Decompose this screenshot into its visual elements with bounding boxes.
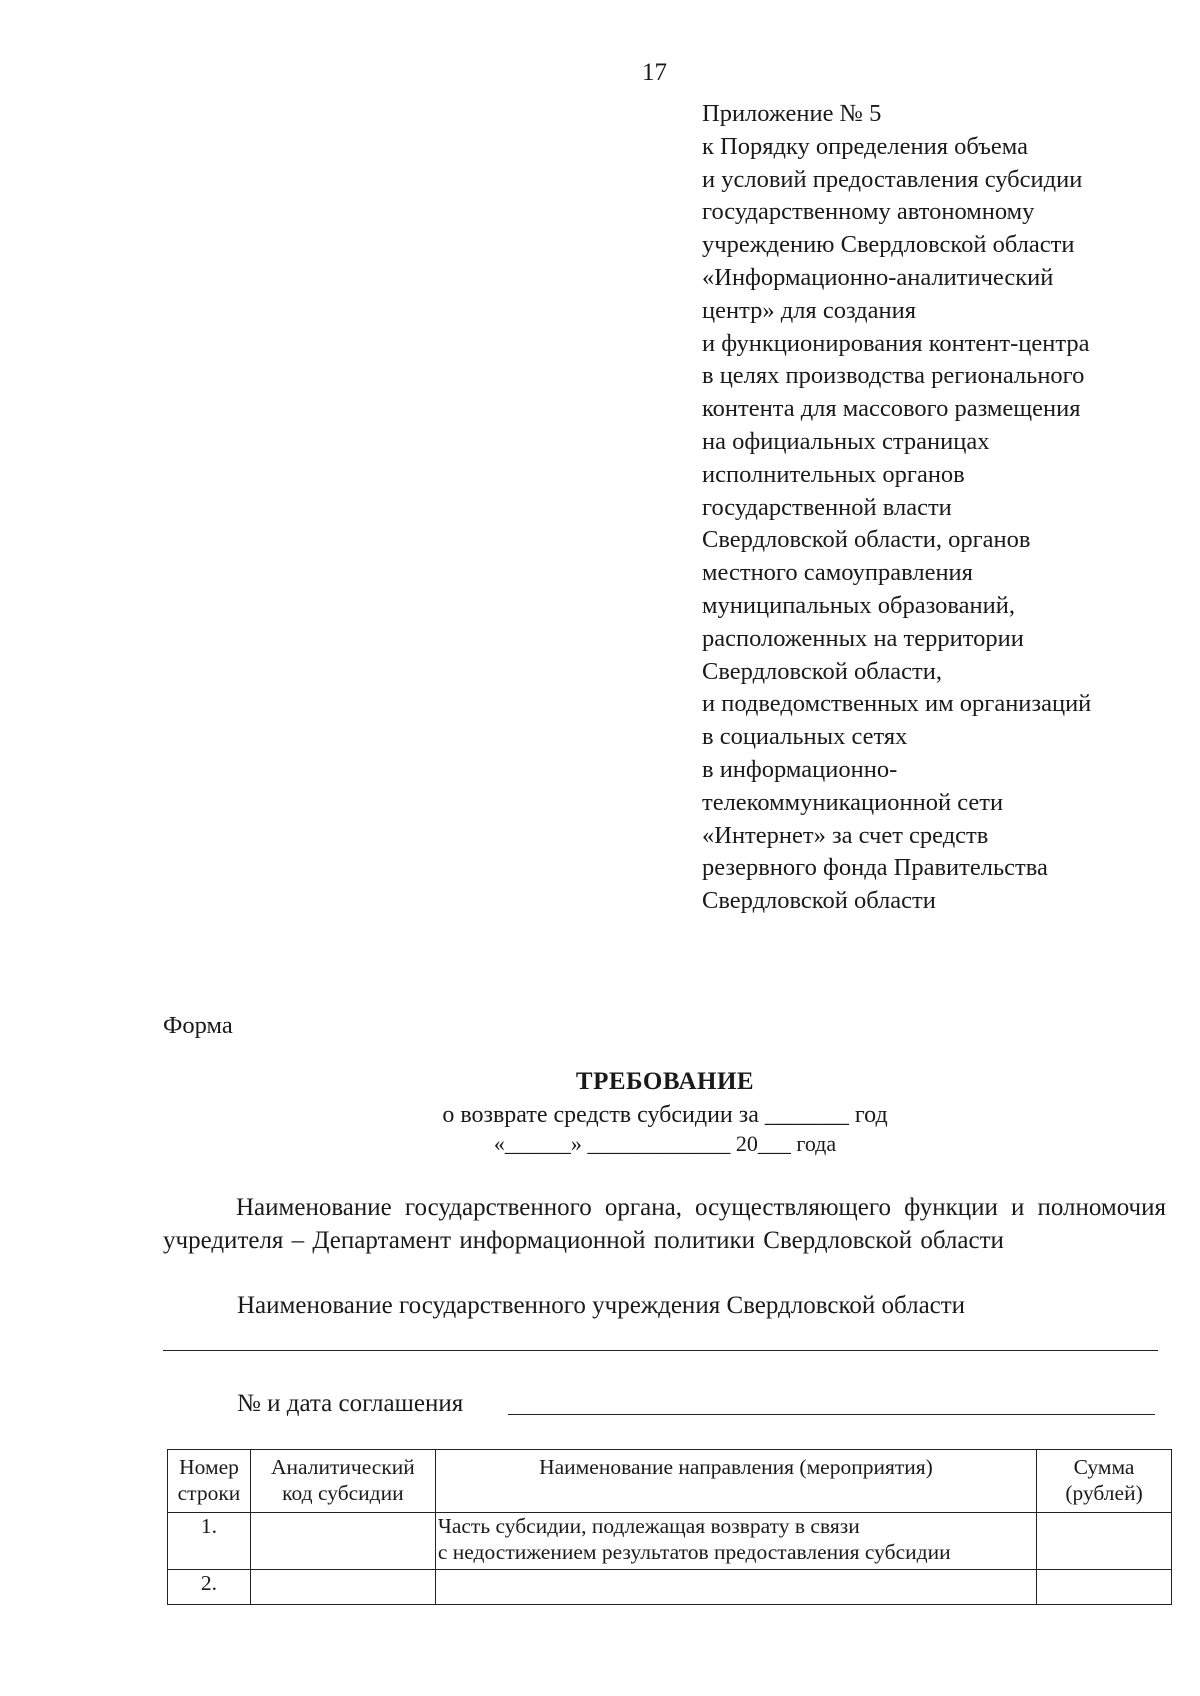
appendix-line: муниципальных образований, (702, 591, 1015, 619)
appendix-line: телекоммуникационной сети (702, 788, 1004, 816)
header-amount (1037, 1450, 1172, 1513)
appendix-line: расположенных на территории (702, 624, 1024, 652)
cell-amount (1037, 1513, 1172, 1570)
appendix-line: учреждению Свердловской области (702, 231, 1075, 259)
header-text: строки (177, 1481, 241, 1505)
appendix-line: и функционирования контент-центра (702, 329, 1090, 357)
founder-paragraph: Наименование государственного органа, осуществляющего функции и полномочия учредителя – Департамент информационной политики Свердловской области (163, 1194, 1166, 1254)
header-text: Сумма (1073, 1455, 1135, 1479)
header-text: код субсидии (282, 1481, 404, 1505)
document-title: ТРЕБОВАНИЕ (575, 1068, 755, 1095)
appendix-line: государственному автономному (702, 198, 1035, 226)
table-header-row (168, 1450, 1172, 1513)
appendix-line: Свердловской области, органов (702, 526, 1031, 554)
cell-direction-line: с недостижением результатов предоставления субсидии (437, 1540, 951, 1564)
appendix-line: контента для массового размещения (702, 395, 1081, 423)
cell-direction (435, 1513, 1036, 1570)
header-row-number (168, 1450, 251, 1513)
appendix-line: на официальных страницах (702, 427, 990, 455)
appendix-line: в целях производства регионального (702, 362, 1085, 390)
header-code (250, 1450, 435, 1513)
header-direction (435, 1450, 1036, 1513)
appendix-line: резервного фонда Правительства (702, 854, 1048, 882)
appendix-line: Свердловской области, (702, 657, 942, 685)
cell-number: 2. (168, 1570, 251, 1605)
header-text: Аналитический (271, 1455, 415, 1479)
date-line: «______» _____________ 20___ года (493, 1131, 837, 1156)
cell-code (250, 1513, 435, 1570)
appendix-line: Приложение № 5 (702, 100, 882, 127)
refund-table (167, 1449, 1172, 1605)
institution-blank-line (163, 1350, 1158, 1351)
appendix-line: в информационно- (702, 755, 898, 783)
header-text: Наименование направления (мероприятия) (539, 1455, 933, 1479)
institution-label: Наименование государственного учреждения Свердловской области (237, 1292, 966, 1319)
cell-direction-line: Часть субсидии, подлежащая возврату в связи (437, 1514, 860, 1538)
cell-number: 1. (168, 1513, 251, 1570)
table-row (168, 1570, 1172, 1605)
page-number: 17 (642, 59, 667, 86)
cell-amount (1037, 1570, 1172, 1605)
cell-code (250, 1570, 435, 1605)
appendix-line: в социальных сетях (702, 723, 908, 751)
agreement-label: № и дата соглашения (237, 1390, 464, 1417)
appendix-line: исполнительных органов (702, 460, 965, 488)
appendix-line: государственной власти (702, 493, 952, 521)
agreement-blank-line (508, 1414, 1155, 1415)
appendix-line: местного самоуправления (702, 559, 973, 587)
document-subtitle: о возврате средств субсидии за _______ год (442, 1102, 888, 1128)
appendix-header (702, 98, 1182, 918)
appendix-line: и условий предоставления субсидии (702, 165, 1083, 193)
appendix-line: центр» для создания (702, 296, 917, 324)
header-text: Номер (179, 1455, 239, 1479)
appendix-line: «Информационно-аналитический (702, 263, 1054, 291)
appendix-line: и подведомственных им организаций (702, 690, 1092, 718)
appendix-line: к Порядку определения объема (702, 132, 1028, 160)
cell-direction (435, 1570, 1036, 1605)
appendix-line: Свердловской области (702, 887, 936, 915)
table-row (168, 1513, 1172, 1570)
header-text: (рублей) (1065, 1481, 1143, 1505)
appendix-line: «Интернет» за счет средств (702, 821, 989, 849)
form-label: Форма (163, 1012, 233, 1039)
